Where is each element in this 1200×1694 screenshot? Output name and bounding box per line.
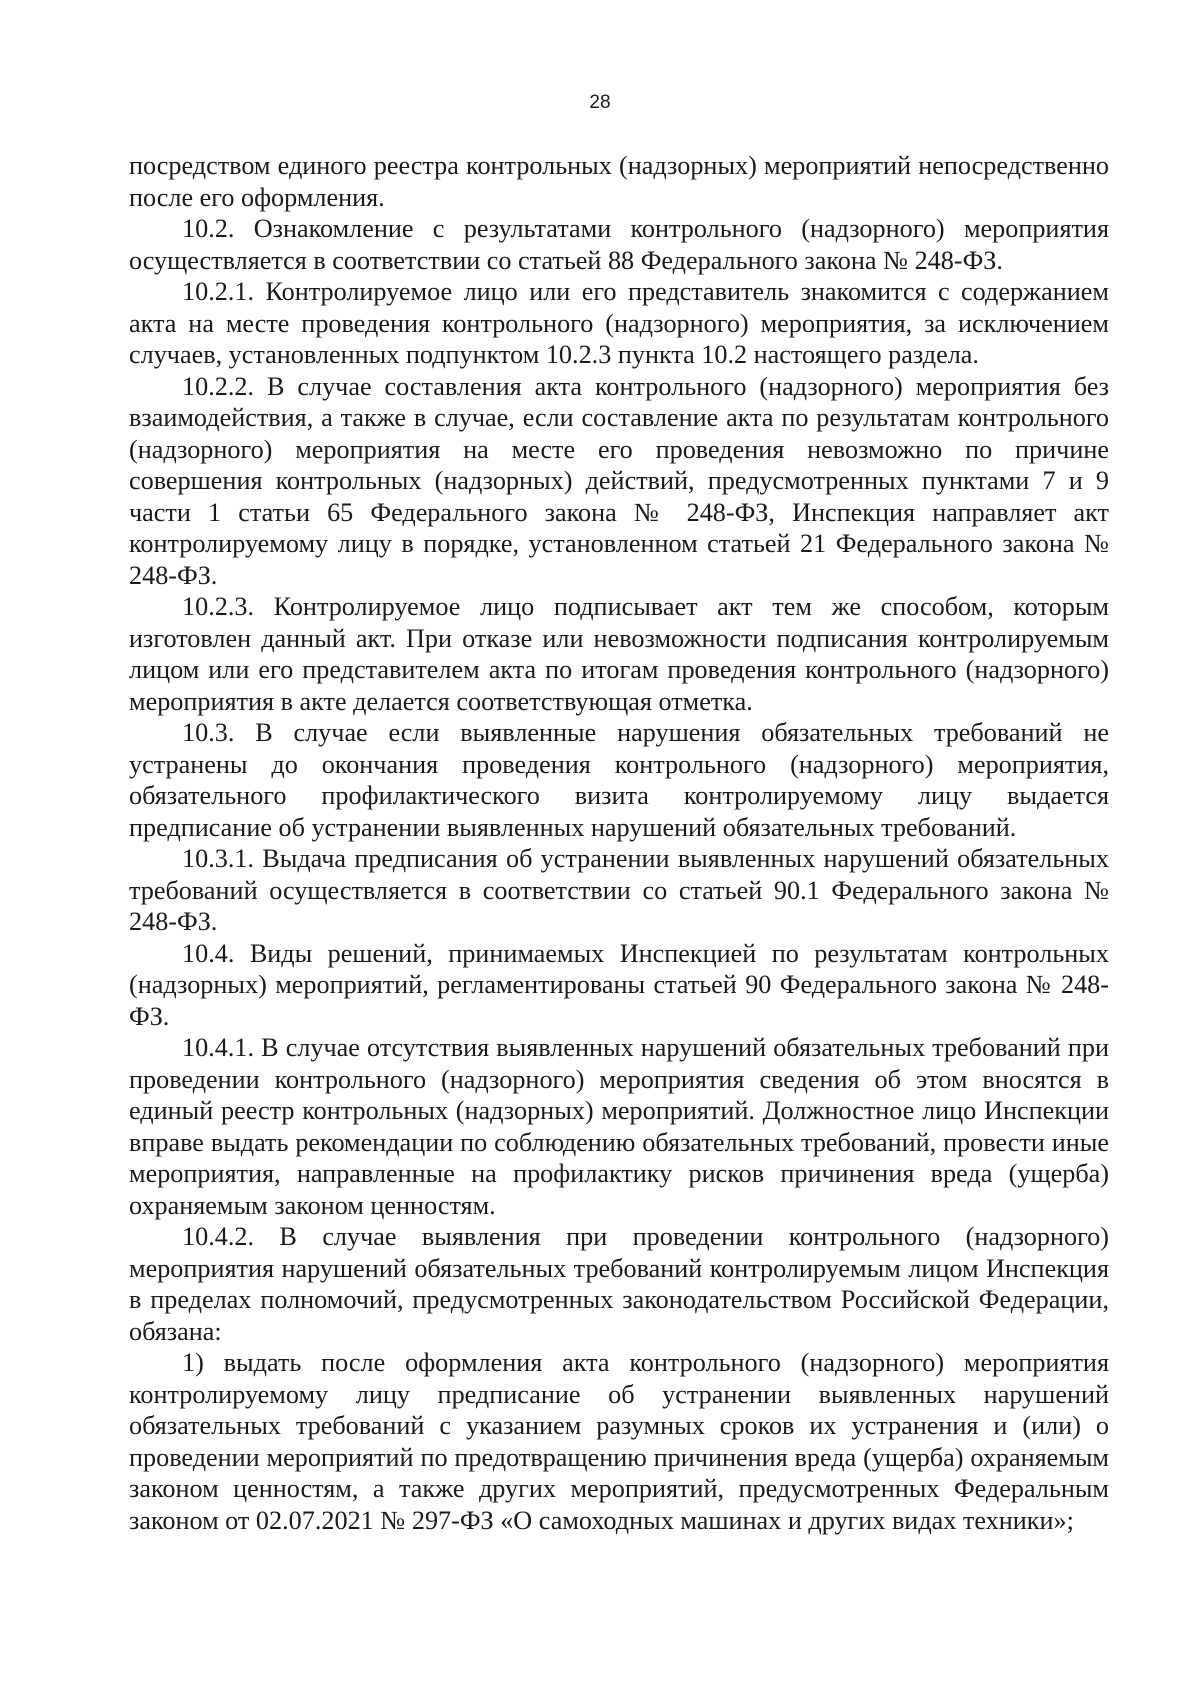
list-item-1: 1) выдать после оформления акта контрольного (надзорного) мероприятия контролируемому лицу предписание об устранении выявленных нарушений обязательных требований с указанием разумных сроков их устранения и (или) о проведении мероприятий по предотвращению причинения вреда (ущерба) охраняемым законом ценностям, а также других мероприятий, предусмотренных Федеральным законом от 02.07.2021 № 297-ФЗ «О самоходных машинах и других видах техники»; (129, 1348, 1109, 1535)
paragraph-10-2-1: 10.2.1. Контролируемое лицо или его представитель знакомится с содержанием акта на месте проведения контрольного (надзорного) мероприятия, за исключением случаев, установленных подпунктом 10.2.3 пункта 10.2 настоящего раздела. (129, 277, 1109, 369)
paragraph-10-2-2: 10.2.2. В случае составления акта контрольного (надзорного) мероприятия без взаимодействия, а также в случае, если составление акта по результатам контрольного (надзорного) мероприятия на месте его проведения невозможно по причине совершения контрольных (надзорных) действий, предусмотренных пунктами 7 и 9 части 1 статьи 65 Федерального закона № 248-ФЗ, Инспекция направляет акт контролируемому лицу в порядке, установленном статьей 21 Федерального закона № 248-ФЗ. (129, 371, 1109, 590)
paragraph-10-4-2: 10.4.2. В случае выявления при проведении контрольного (надзорного) мероприятия нарушений обязательных требований контролируемым лицом Инспекция в пределах полномочий, предусмотренных законодательством Российской Федерации, обязана: (129, 1222, 1109, 1346)
page-number: 28 (589, 92, 611, 113)
paragraph-10-3: 10.3. В случае если выявленные нарушения обязательных требований не устранены до окончания проведения контрольного (надзорного) мероприятия, обязательного профилактического визита контролируемому лицу выдается предписание об устранении выявленных нарушений обязательных требований. (129, 718, 1109, 842)
document-body (129, 150, 1109, 1536)
paragraph-10-4: 10.4. Виды решений, принимаемых Инспекцией по результатам контрольных (надзорных) мероприятий, регламентированы статьей 90 Федерального закона № 248-ФЗ. (129, 938, 1109, 1031)
paragraph-10-2-3: 10.2.3. Контролируемое лицо подписывает акт тем же способом, которым изготовлен данный акт. При отказе или невозможности подписания контролируемым лицом или его представителем акта по итогам проведения контрольного (надзорного) мероприятия в акте делается соответствующая отметка. (129, 592, 1109, 716)
paragraph-continuation: посредством единого реестра контрольных (надзорных) мероприятий непосредственно после его оформления. (129, 151, 1109, 212)
paragraph-10-4-1: 10.4.1. В случае отсутствия выявленных нарушений обязательных требований при проведении контрольного (надзорного) мероприятия сведения об этом вносятся в единый реестр контрольных (надзорных) мероприятий. Должностное лицо Инспекции вправе выдать рекомендации по соблюдению обязательных требований, провести иные мероприятия, направленные на профилактику рисков причинения вреда (ущерба) охраняемым законом ценностям. (129, 1033, 1109, 1220)
paragraph-10-2: 10.2. Ознакомление с результатами контрольного (надзорного) мероприятия осуществляется в соответствии со статьей 88 Федерального закона № 248-ФЗ. (129, 214, 1109, 275)
paragraph-10-3-1: 10.3.1. Выдача предписания об устранении выявленных нарушений обязательных требований осуществляется в соответствии со статьей 90.1 Федерального закона № 248-ФЗ. (129, 844, 1109, 936)
